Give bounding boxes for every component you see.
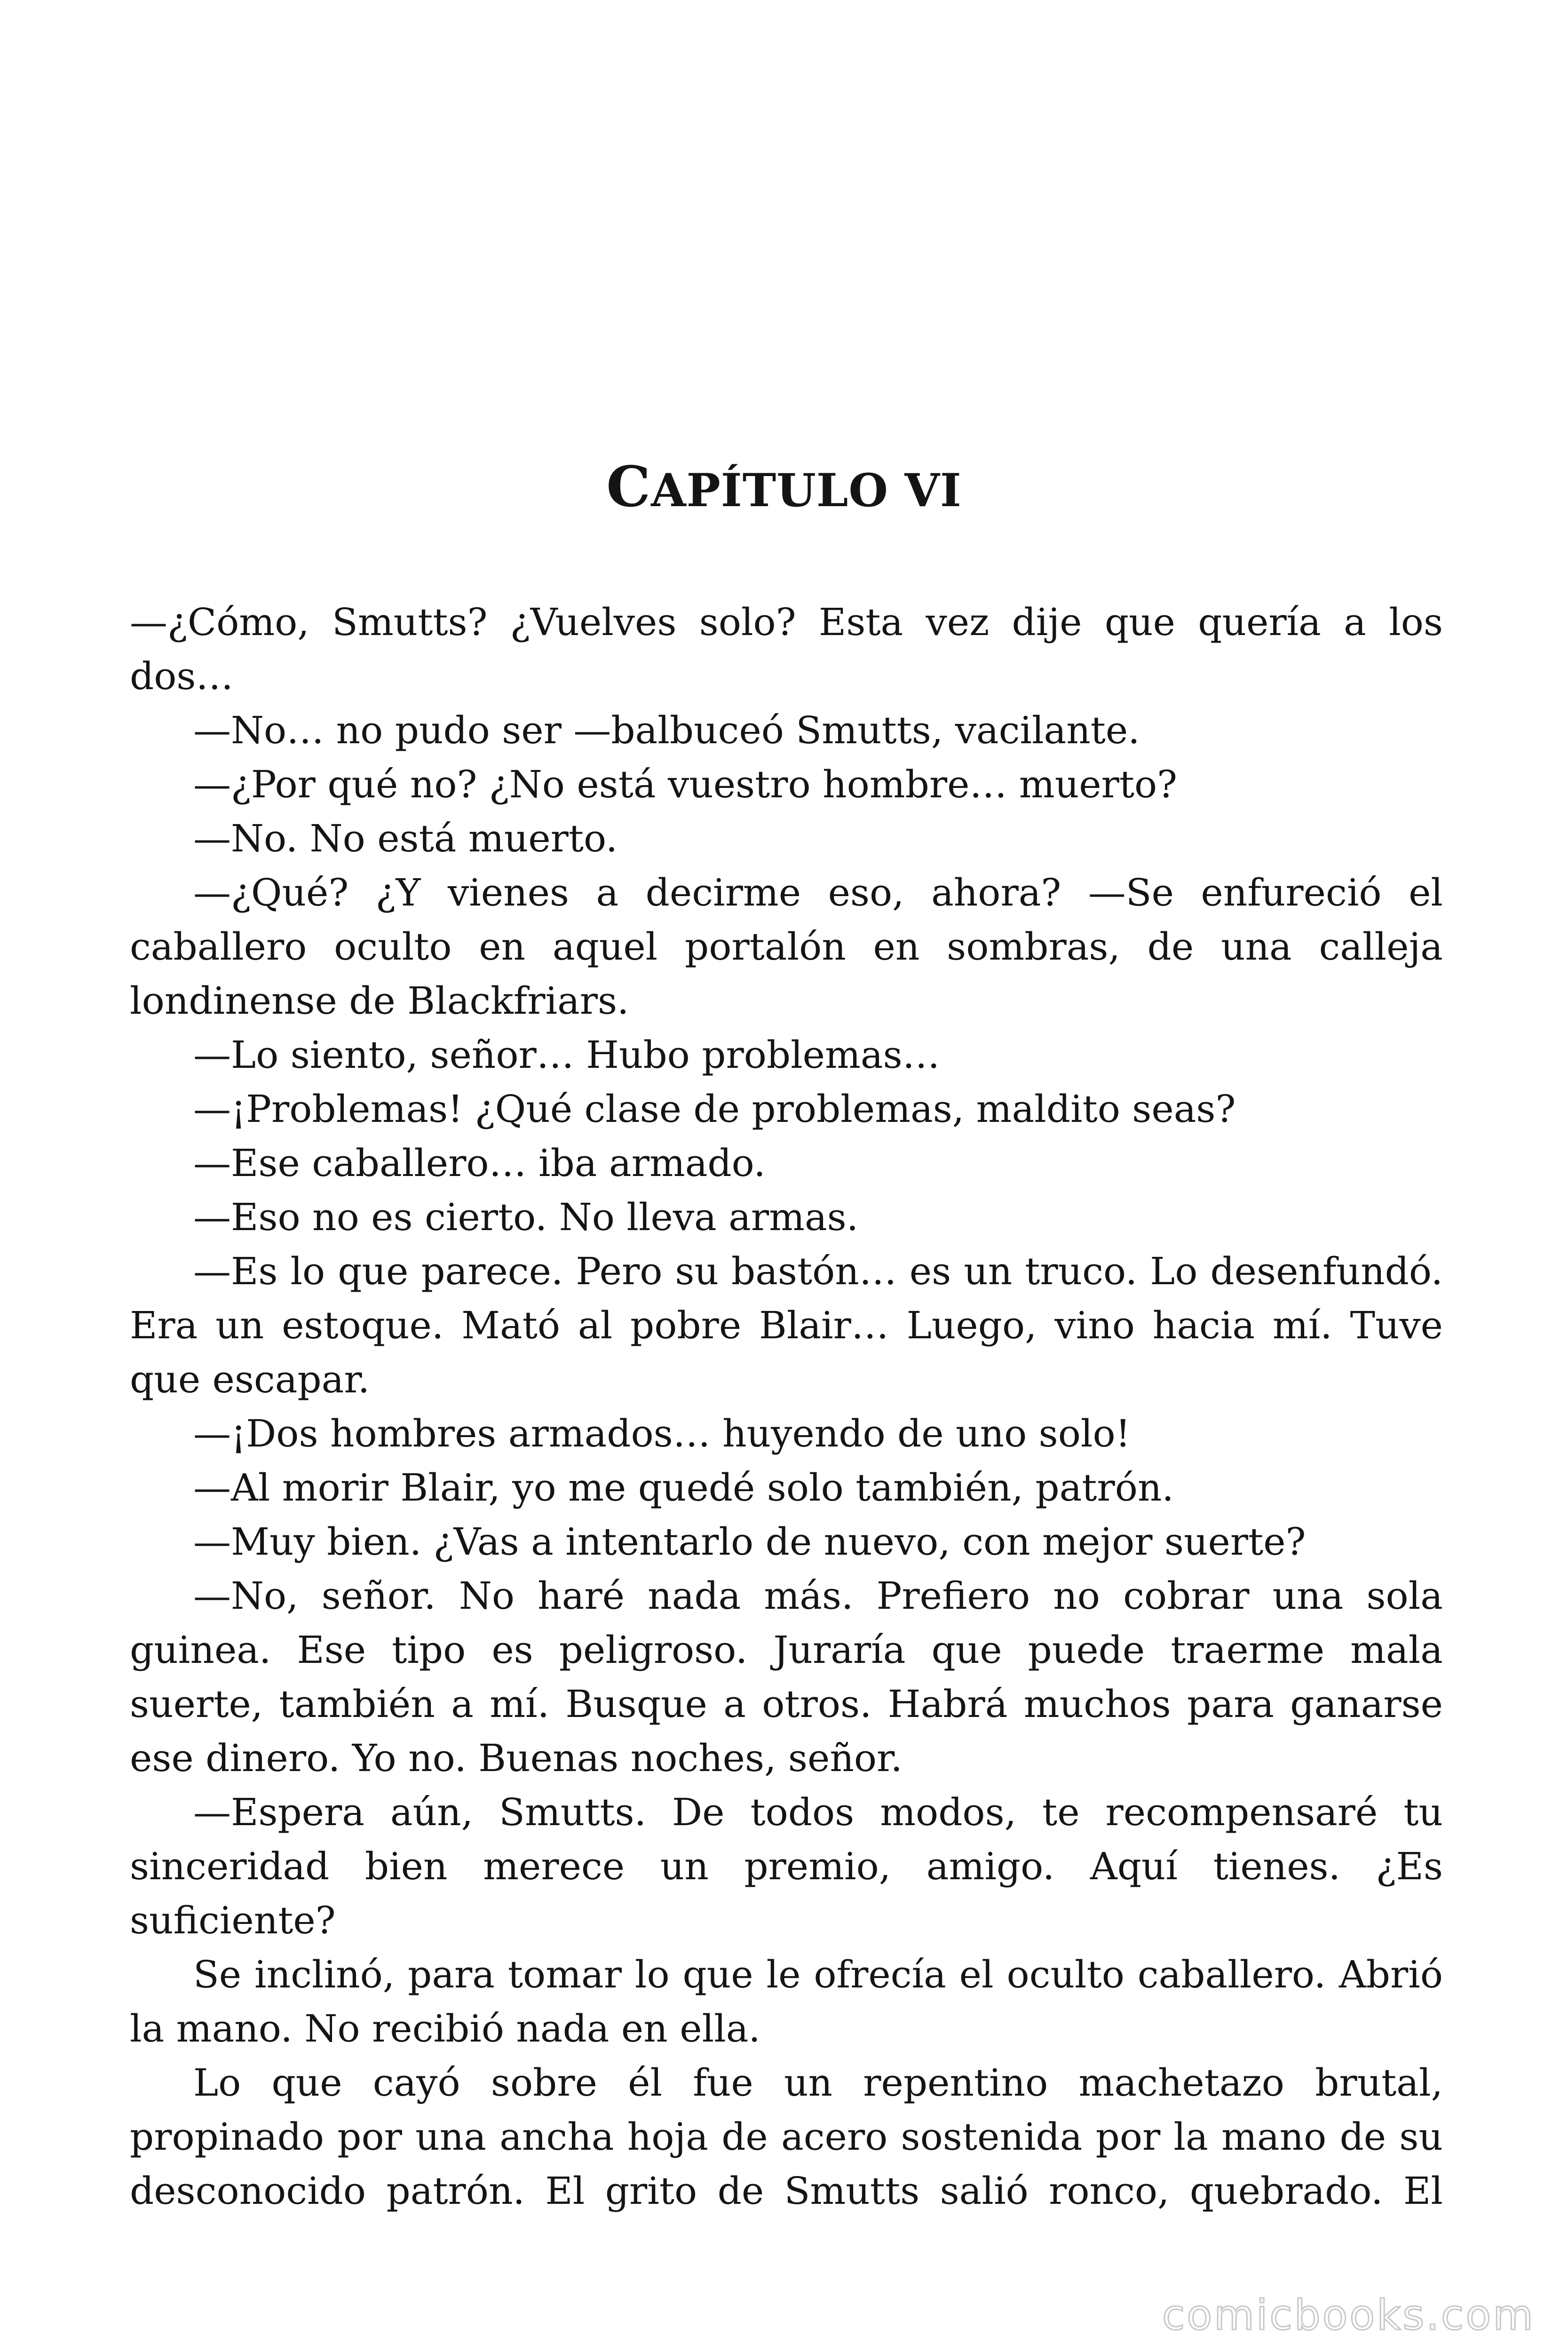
paragraph: —¿Cómo, Smutts? ¿Vuelves solo? Esta vez dije que quería a los dos…: [130, 600, 1443, 698]
chapter-title-rest: APÍTULO VI: [651, 464, 962, 517]
paragraph: —¡Problemas! ¿Qué clase de problemas, maldito seas?: [193, 1087, 1236, 1131]
paragraph: —¿Qué? ¿Y vienes a decirme eso, ahora? —Se enfureció el caballero oculto en aquel portalón en sombras, de una calleja londinense de Blackfriars.: [130, 871, 1443, 1023]
paragraph: —Es lo que parece. Pero su bastón… es un truco. Lo desenfundó. Era un estoque. Mató al pobre Blair… Luego, vino hacia mí. Tuve que escapar.: [130, 1249, 1443, 1401]
paragraph: —¿Por qué no? ¿No está vuestro hombre… muerto?: [193, 763, 1178, 806]
paragraph: —No. No está muerto.: [193, 817, 618, 860]
paragraph: —No, señor. No haré nada más. Prefiero no cobrar una sola guinea. Ese tipo es peligroso. Juraría que puede traerme mala suerte, también a mí. Busque a otros. Habrá muchos para ganarse ese dinero. Yo no. Buenas noches, señor.: [130, 1574, 1443, 1780]
paragraph: Se inclinó, para tomar lo que le ofrecía el oculto caballero. Abrió la mano. No recibió nada en ella.: [130, 1953, 1443, 2050]
paragraph: —No… no pudo ser —balbuceó Smutts, vacilante.: [193, 708, 1140, 752]
paragraph: —Muy bien. ¿Vas a intentarlo de nuevo, con mejor suerte?: [193, 1520, 1306, 1564]
chapter-title: [0, 452, 1568, 526]
watermark: comicbooks.com: [1162, 2291, 1535, 2339]
paragraph: —Espera aún, Smutts. De todos modos, te recompensaré tu sinceridad bien merece un premio, amigo. Aquí tienes. ¿Es suficiente?: [130, 1790, 1443, 1942]
chapter-title-initial: C: [606, 454, 651, 519]
paragraph: —Eso no es cierto. No lleva armas.: [193, 1195, 859, 1239]
chapter-body: [130, 595, 1443, 2218]
paragraph: —Al morir Blair, yo me quedé solo también, patrón.: [193, 1466, 1174, 1510]
paragraph: Lo que cayó sobre él fue un repentino machetazo brutal, propinado por una ancha hoja de acero sostenida por la mano de su desconocido patrón. El grito de Smutts salió ronco, quebrado. El: [130, 2061, 1443, 2213]
paragraph: —Ese caballero… iba armado.: [193, 1141, 766, 1185]
paragraph: —¡Dos hombres armados… huyendo de uno solo!: [193, 1412, 1131, 1455]
paragraph: —Lo siento, señor… Hubo problemas…: [193, 1033, 940, 1077]
